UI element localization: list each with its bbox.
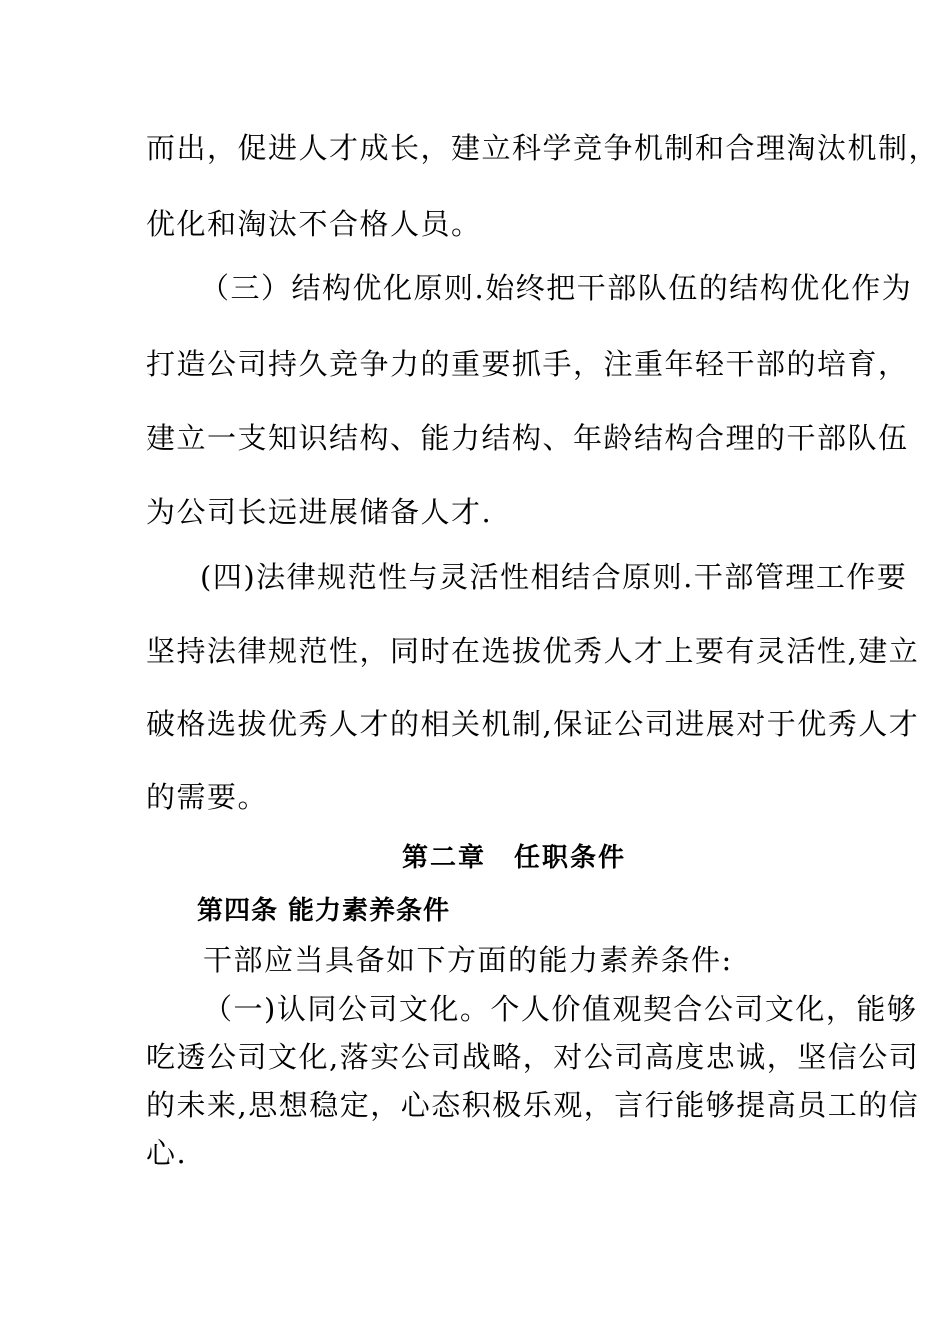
chapter-title: 第二章 任职条件 bbox=[402, 843, 627, 873]
paragraph-line: 打造公司持久竞争力的重要抓手，注重年轻干部的培育， bbox=[146, 347, 909, 381]
paragraph-line: 吃透公司文化,落实公司战略，对公司高度忠诚，坚信公司 bbox=[146, 1040, 920, 1074]
article-title: 第四条 能力素养条件 bbox=[197, 896, 451, 926]
paragraph-line: 坚持法律规范性，同时在选拔优秀人才上要有灵活性,建立 bbox=[146, 634, 920, 668]
paragraph-line: 建立一支知识结构、能力结构、年龄结构合理的干部队伍 bbox=[146, 421, 909, 455]
paragraph-line: （三）结构优化原则.始终把干部队伍的结构优化作为 bbox=[200, 271, 913, 305]
paragraph-line: 为公司长远进展储备人才. bbox=[146, 495, 493, 529]
paragraph-line: (四)法律规范性与灵活性相结合原则.干部管理工作要 bbox=[200, 560, 908, 594]
paragraph-line: 破格选拔优秀人才的相关机制,保证公司进展对于优秀人才 bbox=[146, 707, 920, 741]
paragraph-line: 的需要。 bbox=[146, 780, 269, 814]
paragraph-line: 优化和淘汰不合格人员。 bbox=[146, 207, 482, 241]
paragraph-line: 心. bbox=[146, 1136, 188, 1170]
intro-line: 干部应当具备如下方面的能力素养条件: bbox=[203, 943, 733, 977]
paragraph-line: （一)认同公司文化。个人价值观契合公司文化，能够 bbox=[203, 992, 918, 1026]
paragraph-line: 的未来,思想稳定，心态积极乐观，言行能够提高员工的信 bbox=[146, 1088, 920, 1122]
paragraph-line: 而出，促进人才成长，建立科学竞争机制和合理淘汰机制， bbox=[146, 131, 940, 165]
